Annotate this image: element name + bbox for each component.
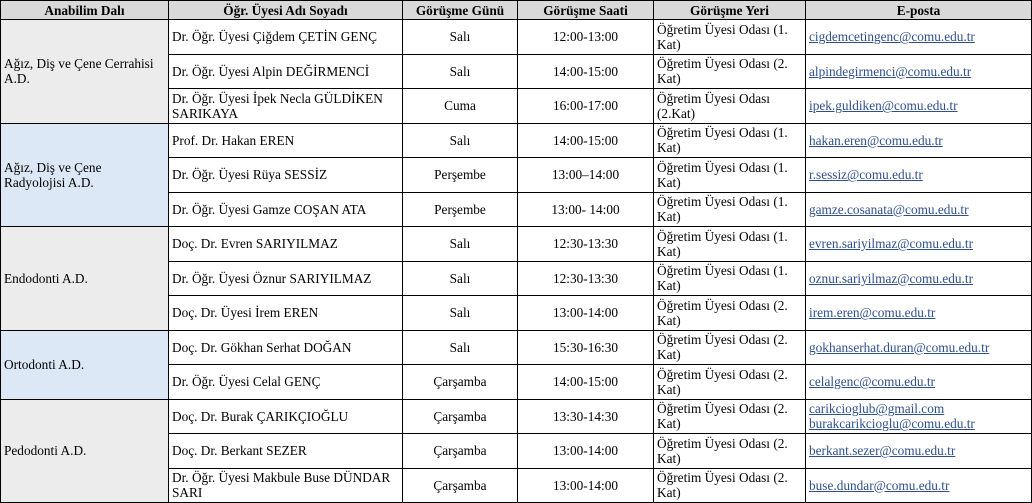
table-body <box>1 20 1032 503</box>
header-meeting-place: Görüşme Yeri <box>654 1 806 20</box>
email-cell <box>806 261 1032 296</box>
email-cell <box>806 158 1032 193</box>
meeting-place-cell: Öğretim Üyesi Odası (2.Kat) <box>654 89 806 124</box>
department-cell: Pedodonti A.D. <box>1 399 169 503</box>
meeting-time-cell: 14:00-15:00 <box>518 123 654 158</box>
meeting-place-cell: Öğretim Üyesi Odası (2. Kat) <box>654 296 806 331</box>
meeting-time-cell: 12:30-13:30 <box>518 227 654 262</box>
email-cell <box>806 89 1032 124</box>
meeting-day-cell: Salı <box>403 330 518 365</box>
email-link[interactable]: ipek.guldiken@comu.edu.tr <box>809 98 958 114</box>
meeting-time-cell: 13:30-14:30 <box>518 399 654 434</box>
email-link[interactable]: r.sessiz@comu.edu.tr <box>809 167 923 183</box>
header-meeting-day: Görüşme Günü <box>403 1 518 20</box>
email-link[interactable]: alpindegirmenci@comu.edu.tr <box>809 63 972 79</box>
meeting-day-cell: Perşembe <box>403 158 518 193</box>
email-link[interactable]: berkant.sezer@comu.edu.tr <box>809 443 956 459</box>
email-link[interactable]: celalgenc@comu.edu.tr <box>809 374 935 390</box>
meeting-day-cell: Salı <box>403 123 518 158</box>
email-cell <box>806 296 1032 331</box>
lecturer-name-cell: Doç. Dr. Üyesi İrem EREN <box>169 296 403 331</box>
meeting-place-cell: Öğretim Üyesi Odası (2. Kat) <box>654 365 806 400</box>
meeting-place-cell: Öğretim Üyesi Odası (1. Kat) <box>654 123 806 158</box>
email-link[interactable]: oznur.sariyilmaz@comu.edu.tr <box>809 270 974 286</box>
meeting-place-cell: Öğretim Üyesi Odası (1. Kat) <box>654 261 806 296</box>
email-link[interactable]: buse.dundar@comu.edu.tr <box>809 477 950 493</box>
email-link[interactable]: carikcioglub@gmail.com <box>809 401 945 417</box>
meeting-place-cell: Öğretim Üyesi Odası (1. Kat) <box>654 158 806 193</box>
meeting-place-cell: Öğretim Üyesi Odası (2. Kat) <box>654 468 806 503</box>
email-link[interactable]: burakcarikcioglu@comu.edu.tr <box>809 416 975 432</box>
meeting-time-cell: 15:30-16:30 <box>518 330 654 365</box>
email-cell <box>806 468 1032 503</box>
header-department: Anabilim Dalı <box>1 1 169 20</box>
header-email: E-posta <box>806 1 1032 20</box>
meeting-time-cell: 16:00-17:00 <box>518 89 654 124</box>
email-cell <box>806 330 1032 365</box>
header-row <box>1 1 1032 20</box>
meeting-place-cell: Öğretim Üyesi Odası (1. Kat) <box>654 192 806 227</box>
department-cell: Ağız, Diş ve Çene Cerrahisi A.D. <box>1 20 169 124</box>
meeting-time-cell: 13:00-14:00 <box>518 468 654 503</box>
meeting-place-cell: Öğretim Üyesi Odası (1. Kat) <box>654 227 806 262</box>
meeting-place-cell: Öğretim Üyesi Odası (2. Kat) <box>654 54 806 89</box>
header-lecturer: Öğr. Üyesi Adı Soyadı <box>169 1 403 20</box>
email-link[interactable]: cigdemcetingenc@comu.edu.tr <box>809 29 975 45</box>
lecturer-name-cell: Dr. Öğr. Üyesi Çiğdem ÇETİN GENÇ <box>169 20 403 55</box>
meeting-day-cell: Salı <box>403 20 518 55</box>
email-cell <box>806 192 1032 227</box>
department-cell: Ağız, Diş ve Çene Radyolojisi A.D. <box>1 123 169 227</box>
table-row <box>1 123 1032 158</box>
email-cell <box>806 227 1032 262</box>
table-row <box>1 20 1032 55</box>
lecturer-name-cell: Dr. Öğr. Üyesi Rüya SESSİZ <box>169 158 403 193</box>
lecturer-name-cell: Doç. Dr. Evren SARIYILMAZ <box>169 227 403 262</box>
meeting-day-cell: Cuma <box>403 89 518 124</box>
lecturer-name-cell: Prof. Dr. Hakan EREN <box>169 123 403 158</box>
meeting-time-cell: 13:00–14:00 <box>518 158 654 193</box>
lecturer-name-cell: Dr. Öğr. Üyesi Gamze COŞAN ATA <box>169 192 403 227</box>
email-link[interactable]: irem.eren@comu.edu.tr <box>809 305 936 321</box>
meeting-time-cell: 12:30-13:30 <box>518 261 654 296</box>
meeting-time-cell: 13:00-14:00 <box>518 434 654 469</box>
table-row <box>1 330 1032 365</box>
meeting-place-cell: Öğretim Üyesi Odası (2. Kat) <box>654 434 806 469</box>
meeting-time-cell: 12:00-13:00 <box>518 20 654 55</box>
email-link[interactable]: gamze.cosanata@comu.edu.tr <box>809 201 969 217</box>
email-link[interactable]: evren.sariyilmaz@comu.edu.tr <box>809 236 973 252</box>
meeting-time-cell: 13:00-14:00 <box>518 296 654 331</box>
meeting-place-cell: Öğretim Üyesi Odası (1. Kat) <box>654 20 806 55</box>
email-link[interactable]: hakan.eren@comu.edu.tr <box>809 132 943 148</box>
lecturer-name-cell: Dr. Öğr. Üyesi Öznur SARIYILMAZ <box>169 261 403 296</box>
lecturer-name-cell: Dr. Öğr. Üyesi Alpin DEĞİRMENCİ <box>169 54 403 89</box>
lecturer-name-cell: Dr. Öğr. Üyesi Celal GENÇ <box>169 365 403 400</box>
email-cell <box>806 123 1032 158</box>
meeting-day-cell: Salı <box>403 227 518 262</box>
department-cell: Endodonti A.D. <box>1 227 169 331</box>
lecturer-name-cell: Dr. Öğr. Üyesi Makbule Buse DÜNDAR SARI <box>169 468 403 503</box>
meeting-day-cell: Çarşamba <box>403 365 518 400</box>
meeting-place-cell: Öğretim Üyesi Odası (2. Kat) <box>654 330 806 365</box>
meeting-time-cell: 14:00-15:00 <box>518 54 654 89</box>
email-cell <box>806 365 1032 400</box>
lecturer-name-cell: Doç. Dr. Gökhan Serhat DOĞAN <box>169 330 403 365</box>
email-link[interactable]: gokhanserhat.duran@comu.edu.tr <box>809 339 990 355</box>
meeting-day-cell: Çarşamba <box>403 399 518 434</box>
meeting-day-cell: Çarşamba <box>403 468 518 503</box>
meeting-place-cell: Öğretim Üyesi Odası (2. Kat) <box>654 399 806 434</box>
email-cell <box>806 20 1032 55</box>
lecturer-name-cell: Dr. Öğr. Üyesi İpek Necla GÜLDİKEN SARIKAYA <box>169 89 403 124</box>
department-cell: Ortodonti A.D. <box>1 330 169 399</box>
lecturer-name-cell: Doç. Dr. Berkant SEZER <box>169 434 403 469</box>
email-cell <box>806 434 1032 469</box>
lecturer-name-cell: Doç. Dr. Burak ÇARIKÇIOĞLU <box>169 399 403 434</box>
header-meeting-time: Görüşme Saati <box>518 1 654 20</box>
meeting-day-cell: Salı <box>403 296 518 331</box>
table-row <box>1 227 1032 262</box>
meeting-day-cell: Salı <box>403 261 518 296</box>
meeting-time-cell: 13:00- 14:00 <box>518 192 654 227</box>
table-row <box>1 399 1032 434</box>
meeting-time-cell: 14:00-15:00 <box>518 365 654 400</box>
email-cell <box>806 54 1032 89</box>
meeting-day-cell: Salı <box>403 54 518 89</box>
meeting-day-cell: Perşembe <box>403 192 518 227</box>
meeting-day-cell: Çarşamba <box>403 434 518 469</box>
email-cell <box>806 399 1032 434</box>
